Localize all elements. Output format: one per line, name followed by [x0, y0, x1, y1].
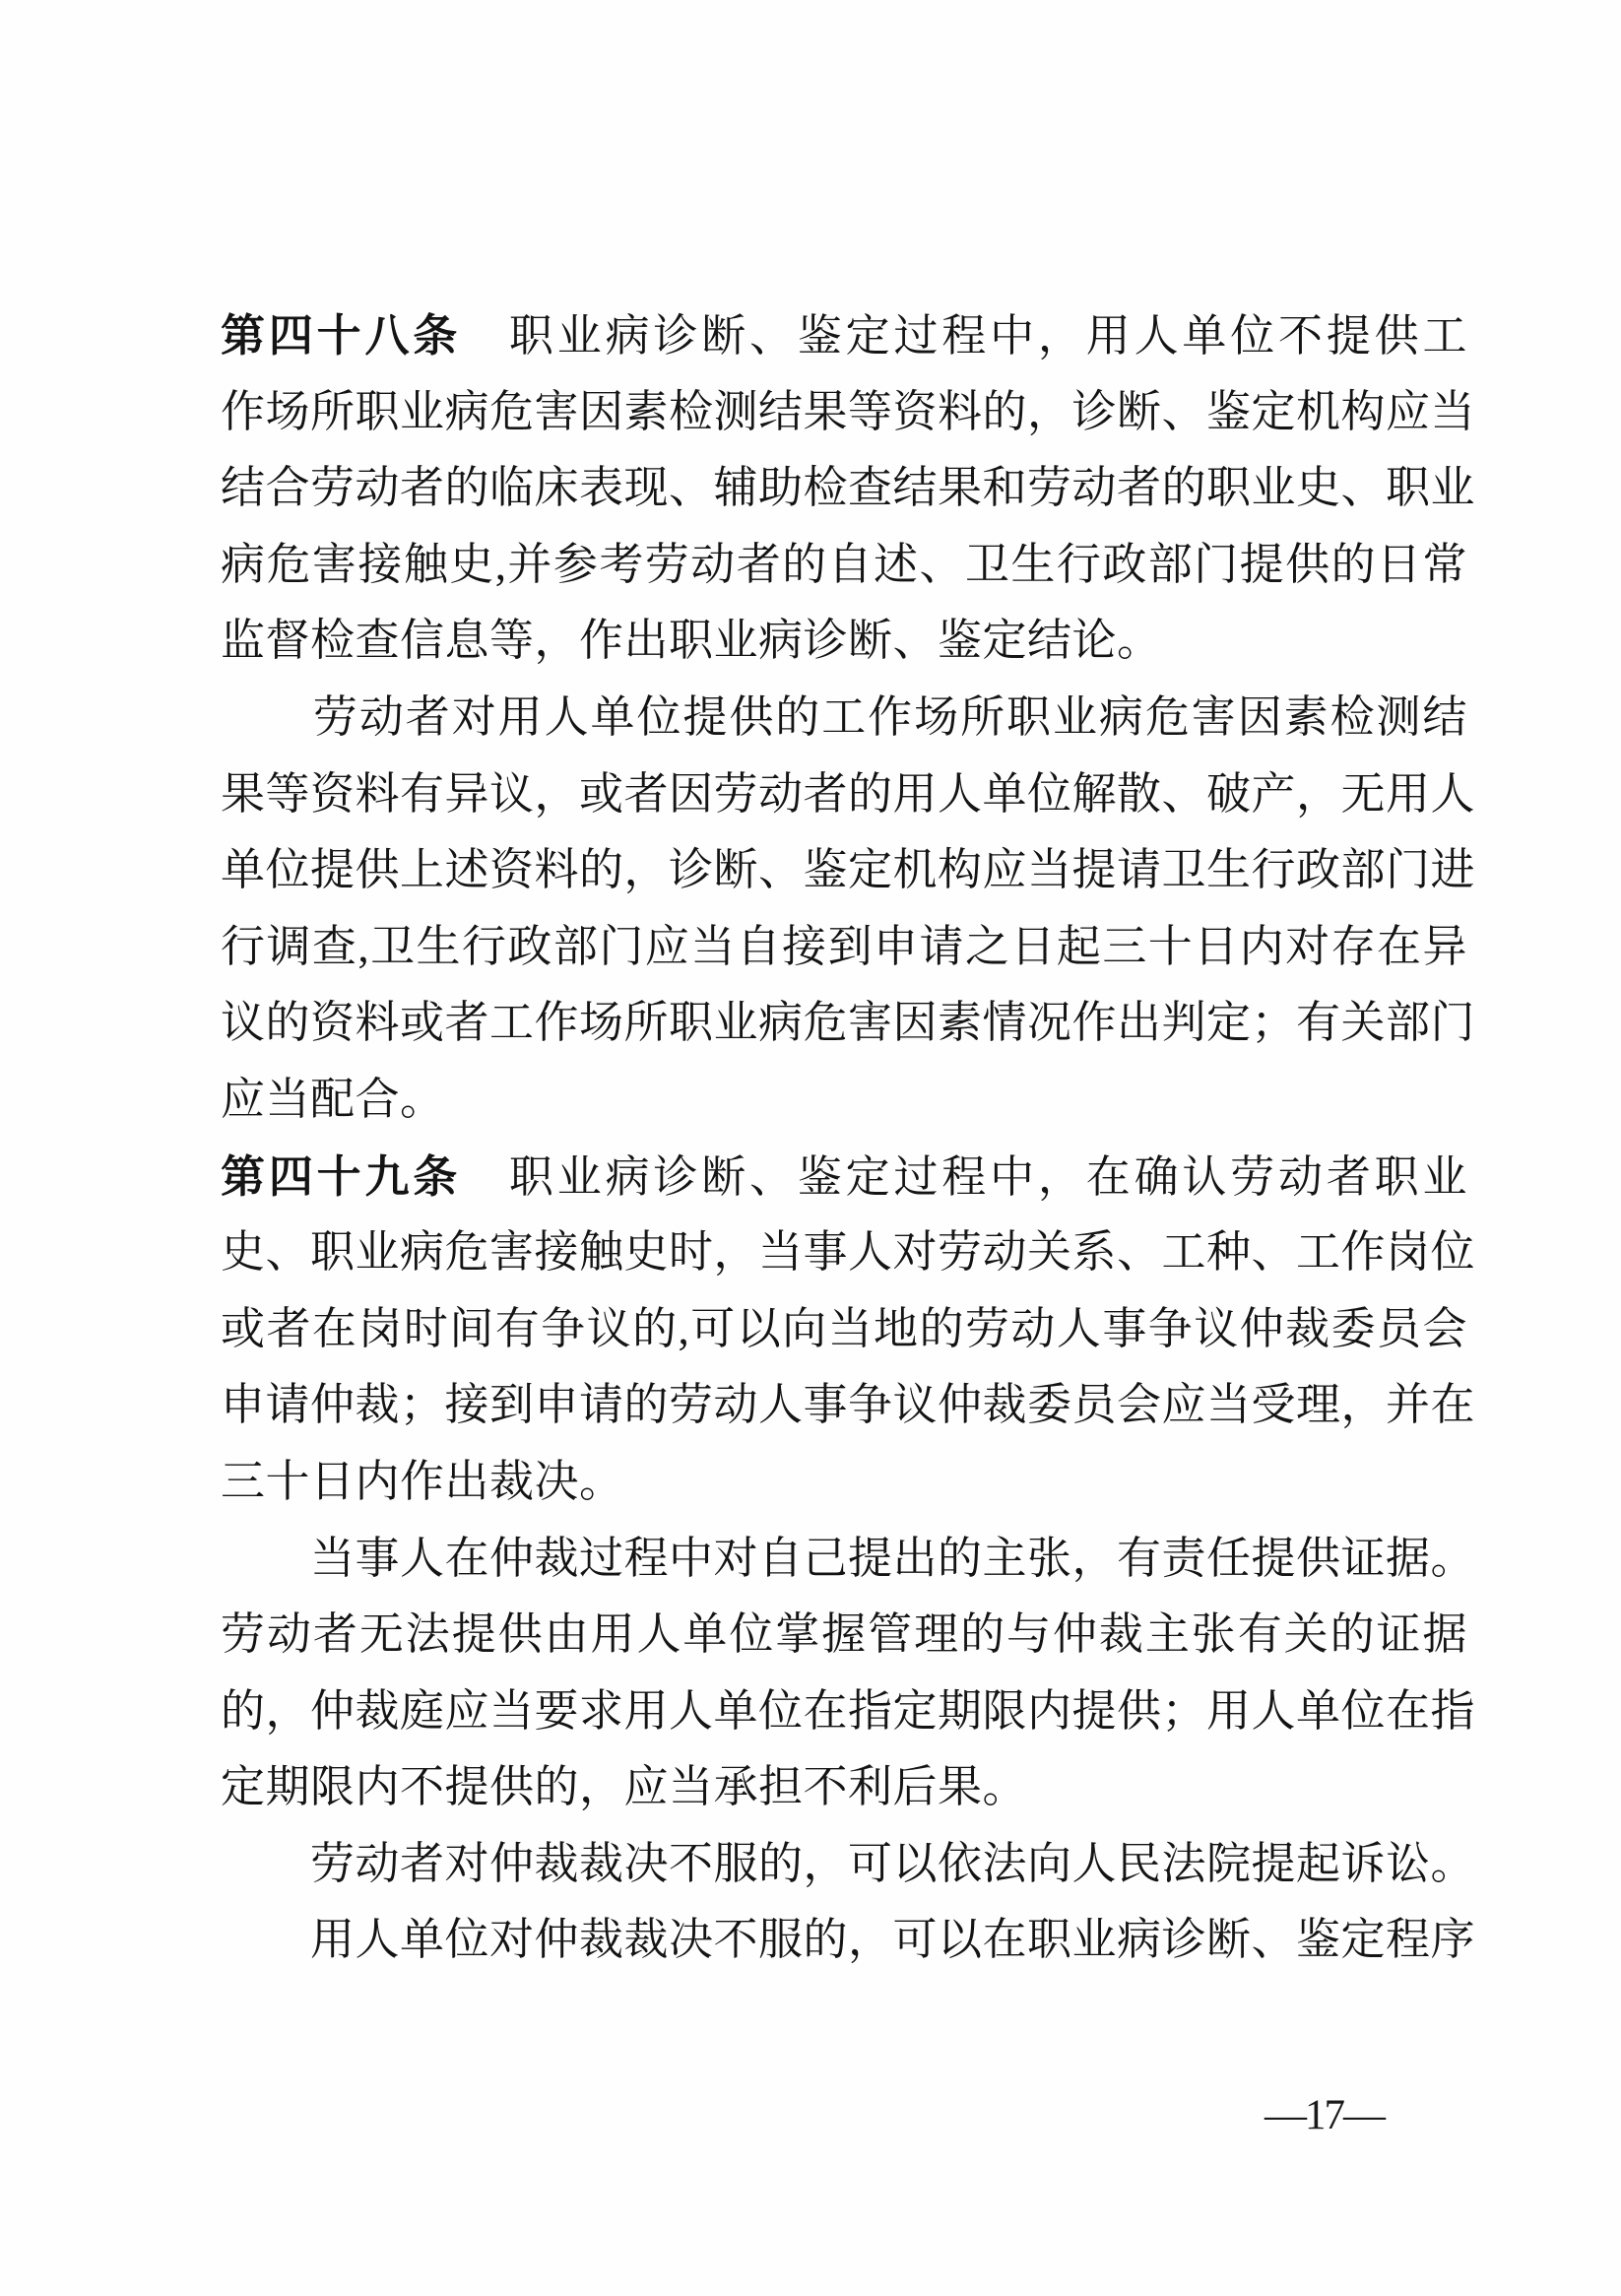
text-line	[221, 985, 1476, 1062]
text-line	[221, 832, 1476, 909]
text-line-content: 应当配合。	[221, 1074, 445, 1124]
page-number: —17—	[1264, 2092, 1384, 2138]
text-line-content: 作场所职业病危害因素检测结果等资料的，诊断、鉴定机构应当	[221, 386, 1476, 436]
text-line	[221, 1062, 1467, 1139]
text-line	[221, 603, 1467, 680]
text-line-content: 监督检查信息等，作出职业病诊断、鉴定结论。	[221, 616, 1162, 666]
text-line	[221, 450, 1476, 527]
text-line	[221, 1597, 1467, 1673]
article-number-49: 第四十九条	[221, 1150, 462, 1202]
text-line-content: 当事人在仲裁过程中对自己提出的主张，有责任提供证据。	[221, 1533, 1476, 1583]
text-line	[221, 1291, 1467, 1368]
text-line-content: 单位提供上述资料的，诊断、鉴定机构应当提请卫生行政部门进	[221, 845, 1476, 895]
text-line-content: 劳动者对仲裁裁决不服的，可以依法向人民法院提起诉讼。	[221, 1838, 1476, 1888]
text-line	[221, 1139, 1467, 1215]
article-text-block	[221, 297, 1476, 1979]
text-line	[221, 527, 1467, 604]
text-line-content: 果等资料有异议，或者因劳动者的用人单位解散、破产，无用人	[221, 768, 1476, 819]
text-line	[221, 1367, 1476, 1444]
text-line	[221, 1902, 1476, 1979]
text-line-content: 定期限内不提供的，应当承担不利后果。	[221, 1762, 1028, 1812]
text-line	[221, 1214, 1476, 1291]
text-line	[221, 374, 1476, 451]
text-line-content: 结合劳动者的临床表现、辅助检查结果和劳动者的职业史、职业	[221, 463, 1476, 513]
text-line	[221, 1826, 1476, 1903]
text-line-content: 劳动者对用人单位提供的工作场所职业病危害因素检测结	[221, 691, 1467, 742]
text-line	[221, 1749, 1467, 1826]
text-line	[221, 680, 1467, 756]
text-line-content: 议的资料或者工作场所职业病危害因素情况作出判定；有关部门	[221, 998, 1476, 1048]
text-line	[221, 1521, 1476, 1598]
text-line-content: 的，仲裁庭应当要求用人单位在指定期限内提供；用人单位在指	[221, 1685, 1476, 1736]
text-line-content: 用人单位对仲裁裁决不服的，可以在职业病诊断、鉴定程序	[221, 1915, 1476, 1965]
text-line-content: 职业病诊断、鉴定过程中，在确认劳动者职业	[461, 1151, 1467, 1202]
text-line-content: 行调查,卫生行政部门应当自接到申请之日起三十日内对存在异	[221, 921, 1467, 971]
text-line	[221, 756, 1476, 833]
article-number-48: 第四十八条	[221, 310, 462, 361]
text-line-content: 史、职业病危害接触史时，当事人对劳动关系、工种、工作岗位	[221, 1227, 1476, 1278]
text-line-content: 病危害接触史,并参考劳动者的自述、卫生行政部门提供的日常	[221, 539, 1467, 589]
text-line-content: 或者在岗时间有争议的,可以向当地的劳动人事争议仲裁委员会	[221, 1303, 1467, 1353]
text-line	[221, 1673, 1476, 1750]
text-line-content: 申请仲裁；接到申请的劳动人事争议仲裁委员会应当受理，并在	[221, 1380, 1476, 1430]
text-line	[221, 297, 1467, 374]
text-line	[221, 909, 1467, 986]
text-line-content: 劳动者无法提供由用人单位掌握管理的与仲裁主张有关的证据	[221, 1609, 1467, 1660]
text-line	[221, 1444, 1467, 1521]
text-line-content: 三十日内作出裁决。	[221, 1456, 624, 1506]
text-line-content: 职业病诊断、鉴定过程中，用人单位不提供工	[461, 311, 1467, 361]
